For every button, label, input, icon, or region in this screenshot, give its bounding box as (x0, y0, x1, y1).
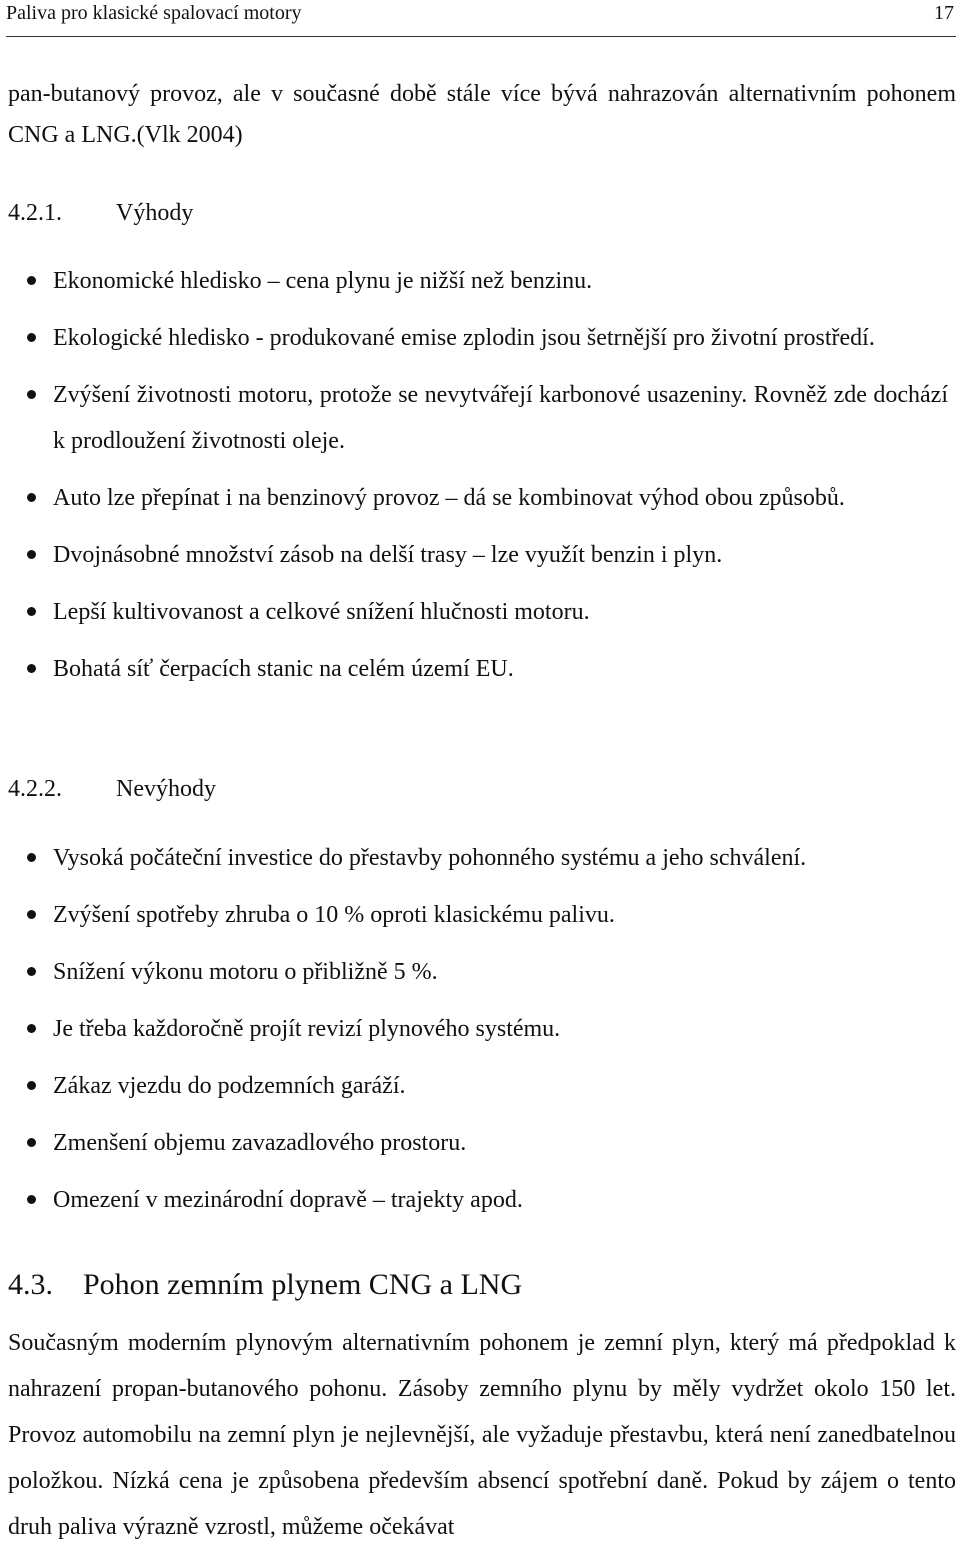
section-number: 4.2.2. (8, 776, 62, 802)
bullet-icon (27, 664, 36, 673)
list-item (0, 258, 948, 304)
list-item (0, 475, 948, 521)
running-header (6, 0, 956, 37)
list-item-text: Snížení výkonu motoru o přibližně 5 %. (53, 959, 438, 985)
disadvantages-list (0, 835, 960, 1234)
list-item (0, 1063, 948, 1109)
bullet-icon (27, 390, 36, 399)
bullet-icon (27, 493, 36, 502)
section-number: 4.3. (8, 1268, 53, 1301)
bullet-icon (27, 853, 36, 862)
bullet-icon (27, 1081, 36, 1090)
list-item-text: Zmenšení objemu zavazadlového prostoru. (53, 1130, 467, 1156)
section-title: Výhody (116, 200, 194, 226)
list-item (0, 589, 948, 635)
list-item (0, 949, 948, 995)
bullet-icon (27, 276, 36, 285)
list-item (0, 372, 948, 464)
list-item-text: Bohatá síť čerpacích stanic na celém území EU. (53, 656, 514, 682)
list-item (0, 835, 948, 881)
list-item (0, 1006, 948, 1052)
list-item-text: Vysoká počáteční investice do přestavby pohonného systému a jeho schválení. (53, 845, 807, 871)
list-item-text: Ekonomické hledisko – cena plynu je nižší než benzinu. (53, 268, 593, 294)
list-item-text: Ekologické hledisko - produkované emise zplodin jsou šetrnější pro životní prostředí. (53, 325, 875, 351)
bullet-icon (27, 1138, 36, 1147)
bullet-icon (27, 1195, 36, 1204)
list-item-text: Dvojnásobné množství zásob na delší trasy – lze využít benzin i plyn. (53, 542, 723, 568)
list-item-text: Je třeba každoročně projít revizí plynového systému. (53, 1016, 561, 1042)
list-item (0, 1120, 948, 1166)
section-title: Pohon zemním plynem CNG a LNG (83, 1268, 523, 1301)
section-number: 4.2.1. (8, 200, 62, 226)
intro-paragraph: pan-butanový provoz, ale v současné době stále více bývá nahrazován alternativním pohonem CNG a LNG.(Vlk 2004) (8, 81, 956, 148)
header-title: Paliva pro klasické spalovací motory (6, 2, 302, 24)
list-item-text: Zvýšení životnosti motoru, protože se nevytvářejí karbonové usazeniny. Rovněž zde dochází k prodloužení životnosti oleje. (53, 382, 948, 454)
advantages-list (0, 258, 960, 703)
bullet-icon (27, 333, 36, 342)
bullet-icon (27, 1024, 36, 1033)
list-item-text: Omezení v mezinárodní dopravě – trajekty apod. (53, 1187, 523, 1213)
page-number: 17 (934, 2, 954, 24)
section-heading-cng-lng (8, 1268, 708, 1300)
list-item (0, 1177, 948, 1223)
list-item-text: Auto lze přepínat i na benzinový provoz – dá se kombinovat výhod obou způsobů. (53, 485, 845, 511)
bullet-icon (27, 550, 36, 559)
list-item (0, 315, 948, 361)
section-title: Nevýhody (116, 776, 216, 802)
list-item (0, 646, 948, 692)
bullet-icon (27, 910, 36, 919)
list-item-text: Zvýšení spotřeby zhruba o 10 % oproti klasickému palivu. (53, 902, 615, 928)
bullet-icon (27, 607, 36, 616)
list-item-text: Zákaz vjezdu do podzemních garáží. (53, 1073, 406, 1099)
list-item-text: Lepší kultivovanost a celkové snížení hlučnosti motoru. (53, 599, 590, 625)
section-heading-disadvantages (8, 776, 408, 808)
list-item (0, 892, 948, 938)
section-heading-advantages (8, 200, 408, 232)
list-item (0, 532, 948, 578)
cng-lng-paragraph: Současným moderním plynovým alternativním pohonem je zemní plyn, který má předpoklad k nahrazení propan-butanového pohonu. Zásoby zemního plynu by měly vydržet okolo 150 let. Provoz automobilu na zemní plyn je nejlevnější, ale vyžaduje přestavbu, která není zanedbatelnou položkou. Nízká cena je způsobena především absencí spotřební daně. Pokud by zájem o tento druh paliva výrazně vzrostl, můžeme očekávat (8, 1330, 956, 1540)
bullet-icon (27, 967, 36, 976)
